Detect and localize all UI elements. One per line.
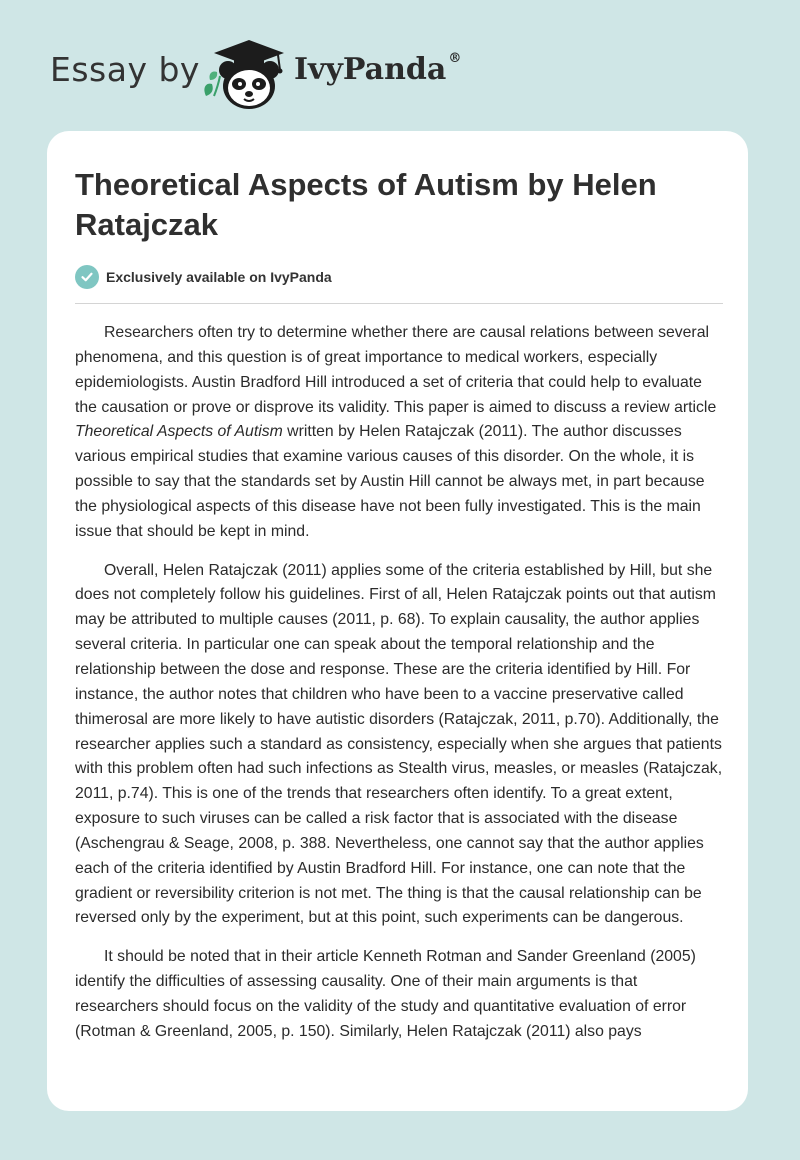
paragraph-1-text-b: written by Helen Ratajczak (2011). The author discusses various empirical studies that examine various causes of this disorder. On the whole, it is possible to say that the standards set by Austin Hill cannot be always met, in part because the physiological aspects of this disease have not been fully investigated. This is the main issue that should be kept in mind.	[75, 423, 705, 540]
page-title: Theoretical Aspects of Autism by Helen Ratajczak	[75, 167, 657, 242]
exclusive-notice	[75, 265, 332, 289]
paragraph-1	[75, 321, 725, 545]
check-circle-icon	[75, 265, 99, 289]
paragraph-2: Overall, Helen Ratajczak (2011) applies some of the criteria established by Hill, but she does not completely follow his guidelines. First of all, Helen Ratajczak points out that autism may be attributed to multiple causes (2011, p. 68). To explain causality, the author applies several criteria. In particular one can speak about the temporal relationship and the relationship between the dose and response. These are the criteria identified by Hill. For instance, the author notes that children who have been to a vaccine preservative called thimerosal are more likely to have autistic disorders (Ratajczak, 2011, p.70). Additionally, the researcher applies such a standard as consistency, especially when she argues that patients with this problem often had such infections as Stealth virus, measles, or measles (Ratajczak, 2011, p.74). This is one of the trends that researchers often identify. To a great extent, exposure to such viruses can be called a risk factor that is associated with the disease (Aschengrau & Seage, 2008, p. 388. Nevertheless, one cannot say that the author applies each of the criteria identified by Austin Bradford Hill. For instance, one can note that the gradient or reversibility criterion is not met. The thing is that the causal relationship can be reversed only by the experiment, but at this point, such experiments can be dangerous.	[75, 561, 723, 927]
exclusive-label: Exclusively available on IvyPanda	[106, 269, 332, 285]
panda-graduate-icon[interactable]	[200, 36, 292, 112]
brand-name[interactable]	[294, 52, 461, 87]
site-header	[0, 0, 800, 130]
registered-mark: ®	[448, 51, 462, 66]
essay-by-label: Essay by	[50, 50, 200, 89]
paragraph-1-text-a: Researchers often try to determine whether there are causal relations between several phenomena, and this question is of great importance to medical workers, especially epidemiologists. Austin Bradford Hill introduced a set of criteria that could help to evaluate the causation or prove or disprove its validity. This paper is aimed to discuss a review article	[75, 324, 717, 416]
article-body	[75, 321, 725, 1059]
brand-name-text: IvyPanda	[294, 52, 447, 87]
divider	[75, 303, 723, 304]
article-card	[47, 131, 748, 1111]
paragraph-3: It should be noted that in their article Kenneth Rotman and Sander Greenland (2005) identify the difficulties of assessing causality. One of their main arguments is that researchers should focus on the validity of the study and quantitative evaluation of error (Rotman & Greenland, 2005, p. 150). Similarly, Helen Ratajczak (2011) also pays	[75, 948, 696, 1040]
article-title-emphasis: Theoretical Aspects of Autism	[75, 423, 283, 441]
